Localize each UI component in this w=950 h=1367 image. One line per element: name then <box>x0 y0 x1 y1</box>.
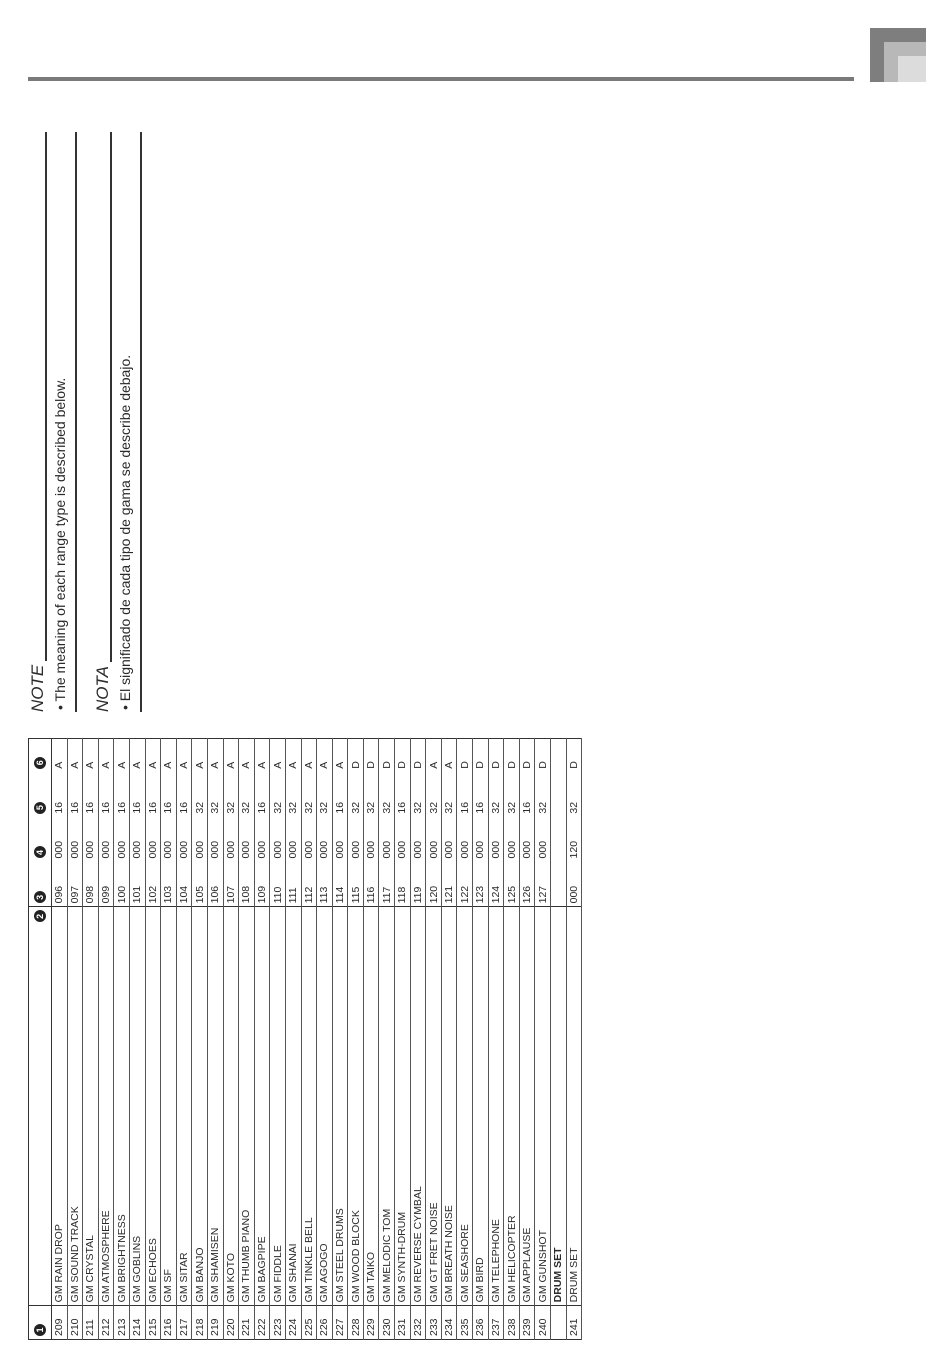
column-6-header: 6 <box>29 739 52 772</box>
max-polyphony: 32 <box>363 772 379 817</box>
table-row <box>83 739 99 1340</box>
tone-name: GM AGOGO <box>317 907 333 1306</box>
max-polyphony: 32 <box>488 772 504 817</box>
row-number: 231 <box>395 1306 411 1340</box>
program-change: 122 <box>457 861 473 906</box>
bank-select: 000 <box>348 817 364 862</box>
bank-select: 000 <box>176 817 192 862</box>
row-number: 226 <box>317 1306 333 1340</box>
bank-select: 000 <box>239 817 255 862</box>
tone-name: GM MELODIC TOM <box>379 907 395 1306</box>
max-polyphony: 32 <box>535 772 551 817</box>
max-polyphony: 32 <box>379 772 395 817</box>
program-change: 116 <box>363 861 379 906</box>
table-row <box>519 739 535 1340</box>
program-change: 106 <box>207 861 223 906</box>
tone-name: GM HELICOPTER <box>504 907 520 1306</box>
bank-select: 000 <box>161 817 177 862</box>
bank-select: 000 <box>410 817 426 862</box>
bank-select: 000 <box>114 817 130 862</box>
note-text: • El significado de cada tipo de gama se describe debajo. <box>117 354 133 710</box>
row-number: 240 <box>535 1306 551 1340</box>
range-type: A <box>83 739 99 772</box>
max-polyphony: 32 <box>410 772 426 817</box>
top-rule <box>28 77 854 81</box>
bank-select: 000 <box>52 817 68 862</box>
tone-name: GM THUMB PIANO <box>239 907 255 1306</box>
column-3-header: 3 <box>29 861 52 906</box>
max-polyphony: 32 <box>317 772 333 817</box>
range-type: A <box>192 739 208 772</box>
bank-select: 000 <box>67 817 83 862</box>
max-polyphony: 32 <box>239 772 255 817</box>
range-type: A <box>223 739 239 772</box>
table-row <box>270 739 286 1340</box>
range-type: D <box>488 739 504 772</box>
row-number: 224 <box>285 1306 301 1340</box>
max-polyphony: 32 <box>223 772 239 817</box>
range-type: A <box>301 739 317 772</box>
note-text: • The meaning of each range type is described below. <box>52 377 68 710</box>
table-row <box>223 739 239 1340</box>
row-number: 220 <box>223 1306 239 1340</box>
notes-block <box>28 132 158 712</box>
max-polyphony: 16 <box>161 772 177 817</box>
program-change: 117 <box>379 861 395 906</box>
program-change: 101 <box>129 861 145 906</box>
program-change: 100 <box>114 861 130 906</box>
range-type: A <box>317 739 333 772</box>
range-type: D <box>504 739 520 772</box>
table-row <box>488 739 504 1340</box>
bank-select: 000 <box>223 817 239 862</box>
tone-name: GM ECHOES <box>145 907 161 1306</box>
table-row <box>457 739 473 1340</box>
range-type: D <box>535 739 551 772</box>
table-header-row <box>29 739 52 1340</box>
row-number: 215 <box>145 1306 161 1340</box>
range-type: A <box>239 739 255 772</box>
range-type: A <box>441 739 457 772</box>
tone-name: GM BAGPIPE <box>254 907 270 1306</box>
tone-name: GM SHAMISEN <box>207 907 223 1306</box>
subheader-label: DRUM SET <box>551 907 567 1306</box>
max-polyphony: 32 <box>301 772 317 817</box>
row-number: 237 <box>488 1306 504 1340</box>
table-row <box>566 739 582 1340</box>
table-row <box>98 739 114 1340</box>
tone-name: GM KOTO <box>223 907 239 1306</box>
row-number: 239 <box>519 1306 535 1340</box>
tone-name: GM REVERSE CYMBAL <box>410 907 426 1306</box>
bank-select: 000 <box>332 817 348 862</box>
max-polyphony: 16 <box>67 772 83 817</box>
bank-select: 120 <box>566 817 582 862</box>
tone-name: GM FIDDLE <box>270 907 286 1306</box>
table-row <box>285 739 301 1340</box>
tone-name: GM GUNSHOT <box>535 907 551 1306</box>
table-row <box>317 739 333 1340</box>
table-row <box>379 739 395 1340</box>
range-type: D <box>473 739 489 772</box>
max-polyphony: 16 <box>457 772 473 817</box>
range-type: D <box>566 739 582 772</box>
bank-select: 000 <box>363 817 379 862</box>
tone-name: GM APPLAUSE <box>519 907 535 1306</box>
range-type: D <box>395 739 411 772</box>
program-change: 102 <box>145 861 161 906</box>
tone-table-wrapper <box>28 738 580 1340</box>
range-type: A <box>270 739 286 772</box>
bank-select: 000 <box>426 817 442 862</box>
max-polyphony: 16 <box>473 772 489 817</box>
row-number: 212 <box>98 1306 114 1340</box>
row-number: 217 <box>176 1306 192 1340</box>
table-row <box>441 739 457 1340</box>
row-number: 228 <box>348 1306 364 1340</box>
table-row <box>176 739 192 1340</box>
page-corner-mark <box>870 28 926 82</box>
tone-name: GM SOUND TRACK <box>67 907 83 1306</box>
program-change: 114 <box>332 861 348 906</box>
note-title: NOTA <box>93 662 113 712</box>
note-english <box>28 132 93 712</box>
column-2-header: 2 <box>29 907 52 1306</box>
table-row <box>395 739 411 1340</box>
table-row <box>207 739 223 1340</box>
range-type: A <box>161 739 177 772</box>
program-change: 099 <box>98 861 114 906</box>
tone-name: GM GT FRET NOISE <box>426 907 442 1306</box>
row-number: 227 <box>332 1306 348 1340</box>
row-number: 241 <box>566 1306 582 1340</box>
bank-select: 000 <box>473 817 489 862</box>
tone-name: GM ATMOSPHERE <box>98 907 114 1306</box>
table-row <box>363 739 379 1340</box>
row-number: 221 <box>239 1306 255 1340</box>
max-polyphony: 16 <box>129 772 145 817</box>
bank-select: 000 <box>441 817 457 862</box>
tone-name: GM BRIGHTNESS <box>114 907 130 1306</box>
bank-select: 000 <box>207 817 223 862</box>
program-change: 115 <box>348 861 364 906</box>
program-change: 113 <box>317 861 333 906</box>
empty-cell <box>551 772 567 817</box>
row-number: 234 <box>441 1306 457 1340</box>
program-change: 125 <box>504 861 520 906</box>
program-change: 126 <box>519 861 535 906</box>
row-number: 236 <box>473 1306 489 1340</box>
max-polyphony: 32 <box>441 772 457 817</box>
program-change: 123 <box>473 861 489 906</box>
bank-select: 000 <box>519 817 535 862</box>
row-number: 222 <box>254 1306 270 1340</box>
note-rule <box>75 132 77 712</box>
max-polyphony: 32 <box>426 772 442 817</box>
tone-name: GM STEEL DRUMS <box>332 907 348 1306</box>
program-change: 107 <box>223 861 239 906</box>
max-polyphony: 16 <box>52 772 68 817</box>
bank-select: 000 <box>83 817 99 862</box>
tone-name: GM RAIN DROP <box>52 907 68 1306</box>
range-type: A <box>145 739 161 772</box>
program-change: 112 <box>301 861 317 906</box>
note-title: NOTE <box>28 661 48 712</box>
tone-name: GM SHANAI <box>285 907 301 1306</box>
bank-select: 000 <box>98 817 114 862</box>
bank-select: 000 <box>379 817 395 862</box>
program-change: 120 <box>426 861 442 906</box>
row-number: 223 <box>270 1306 286 1340</box>
program-change: 104 <box>176 861 192 906</box>
range-type: A <box>114 739 130 772</box>
bank-select: 000 <box>270 817 286 862</box>
table-row <box>473 739 489 1340</box>
range-type: A <box>426 739 442 772</box>
tone-name: GM BIRD <box>473 907 489 1306</box>
program-change: 105 <box>192 861 208 906</box>
row-number: 216 <box>161 1306 177 1340</box>
program-change: 097 <box>67 861 83 906</box>
tone-name: GM GOBLINS <box>129 907 145 1306</box>
max-polyphony: 16 <box>332 772 348 817</box>
program-change: 000 <box>566 861 582 906</box>
tone-name: GM TELEPHONE <box>488 907 504 1306</box>
table-row <box>192 739 208 1340</box>
range-type: A <box>129 739 145 772</box>
row-number: 225 <box>301 1306 317 1340</box>
tone-name: GM TINKLE BELL <box>301 907 317 1306</box>
bank-select: 000 <box>395 817 411 862</box>
row-number: 235 <box>457 1306 473 1340</box>
table-row <box>426 739 442 1340</box>
table-row <box>239 739 255 1340</box>
bank-select: 000 <box>254 817 270 862</box>
max-polyphony: 16 <box>98 772 114 817</box>
table-body <box>52 739 582 1340</box>
row-number: 229 <box>363 1306 379 1340</box>
row-number: 211 <box>83 1306 99 1340</box>
max-polyphony: 32 <box>192 772 208 817</box>
max-polyphony: 16 <box>145 772 161 817</box>
max-polyphony: 32 <box>566 772 582 817</box>
bank-select: 000 <box>535 817 551 862</box>
tone-name: GM SEASHORE <box>457 907 473 1306</box>
max-polyphony: 32 <box>270 772 286 817</box>
program-change: 108 <box>239 861 255 906</box>
max-polyphony: 16 <box>395 772 411 817</box>
program-change: 111 <box>285 861 301 906</box>
table-row <box>332 739 348 1340</box>
program-change: 121 <box>441 861 457 906</box>
tone-name: DRUM SET <box>566 907 582 1306</box>
program-change: 124 <box>488 861 504 906</box>
bank-select: 000 <box>285 817 301 862</box>
empty-cell <box>551 817 567 862</box>
tone-name: GM SF <box>161 907 177 1306</box>
bank-select: 000 <box>129 817 145 862</box>
table-row <box>410 739 426 1340</box>
range-type: A <box>98 739 114 772</box>
table-row <box>52 739 68 1340</box>
table-row <box>129 739 145 1340</box>
range-type: D <box>348 739 364 772</box>
program-change: 119 <box>410 861 426 906</box>
row-number: 238 <box>504 1306 520 1340</box>
range-type: D <box>410 739 426 772</box>
tone-name: GM CRYSTAL <box>83 907 99 1306</box>
bank-select: 000 <box>301 817 317 862</box>
row-number: 209 <box>52 1306 68 1340</box>
empty-cell <box>551 861 567 906</box>
max-polyphony: 16 <box>114 772 130 817</box>
row-number: 219 <box>207 1306 223 1340</box>
row-number: 232 <box>410 1306 426 1340</box>
column-5-header: 5 <box>29 772 52 817</box>
tone-table <box>28 738 582 1340</box>
tone-name: GM TAIKO <box>363 907 379 1306</box>
note-rule <box>45 132 47 712</box>
table-row <box>301 739 317 1340</box>
column-4-header: 4 <box>29 817 52 862</box>
table-row <box>348 739 364 1340</box>
table-row <box>254 739 270 1340</box>
range-type: D <box>457 739 473 772</box>
max-polyphony: 32 <box>504 772 520 817</box>
table-subheader-row <box>551 739 567 1340</box>
max-polyphony: 32 <box>348 772 364 817</box>
range-type: D <box>519 739 535 772</box>
table-row <box>535 739 551 1340</box>
note-spanish <box>93 132 158 712</box>
row-number: 210 <box>67 1306 83 1340</box>
tone-name: GM SYNTH-DRUM <box>395 907 411 1306</box>
max-polyphony: 16 <box>83 772 99 817</box>
program-change: 109 <box>254 861 270 906</box>
column-1-header: 1 <box>29 1306 52 1340</box>
row-number: 214 <box>129 1306 145 1340</box>
tone-name: GM BREATH NOISE <box>441 907 457 1306</box>
max-polyphony: 16 <box>519 772 535 817</box>
table-row <box>67 739 83 1340</box>
max-polyphony: 32 <box>207 772 223 817</box>
note-rule <box>140 132 142 712</box>
range-type: A <box>285 739 301 772</box>
table-row <box>504 739 520 1340</box>
empty-cell <box>551 1306 567 1340</box>
bank-select: 000 <box>504 817 520 862</box>
tone-name: GM WOOD BLOCK <box>348 907 364 1306</box>
range-type: A <box>254 739 270 772</box>
max-polyphony: 16 <box>254 772 270 817</box>
tone-name: GM SITAR <box>176 907 192 1306</box>
note-rule <box>110 132 112 712</box>
range-type: A <box>52 739 68 772</box>
program-change: 110 <box>270 861 286 906</box>
bank-select: 000 <box>457 817 473 862</box>
row-number: 218 <box>192 1306 208 1340</box>
row-number: 233 <box>426 1306 442 1340</box>
bank-select: 000 <box>488 817 504 862</box>
program-change: 096 <box>52 861 68 906</box>
program-change: 098 <box>83 861 99 906</box>
range-type: D <box>363 739 379 772</box>
bank-select: 000 <box>145 817 161 862</box>
program-change: 118 <box>395 861 411 906</box>
table-row <box>145 739 161 1340</box>
range-type: A <box>332 739 348 772</box>
range-type: A <box>176 739 192 772</box>
bank-select: 000 <box>317 817 333 862</box>
max-polyphony: 32 <box>285 772 301 817</box>
program-change: 103 <box>161 861 177 906</box>
max-polyphony: 16 <box>176 772 192 817</box>
table-row <box>161 739 177 1340</box>
tone-name: GM BANJO <box>192 907 208 1306</box>
table-row <box>114 739 130 1340</box>
program-change: 127 <box>535 861 551 906</box>
bank-select: 000 <box>192 817 208 862</box>
range-type: A <box>67 739 83 772</box>
range-type: D <box>379 739 395 772</box>
empty-cell <box>551 739 567 772</box>
row-number: 213 <box>114 1306 130 1340</box>
range-type: A <box>207 739 223 772</box>
row-number: 230 <box>379 1306 395 1340</box>
